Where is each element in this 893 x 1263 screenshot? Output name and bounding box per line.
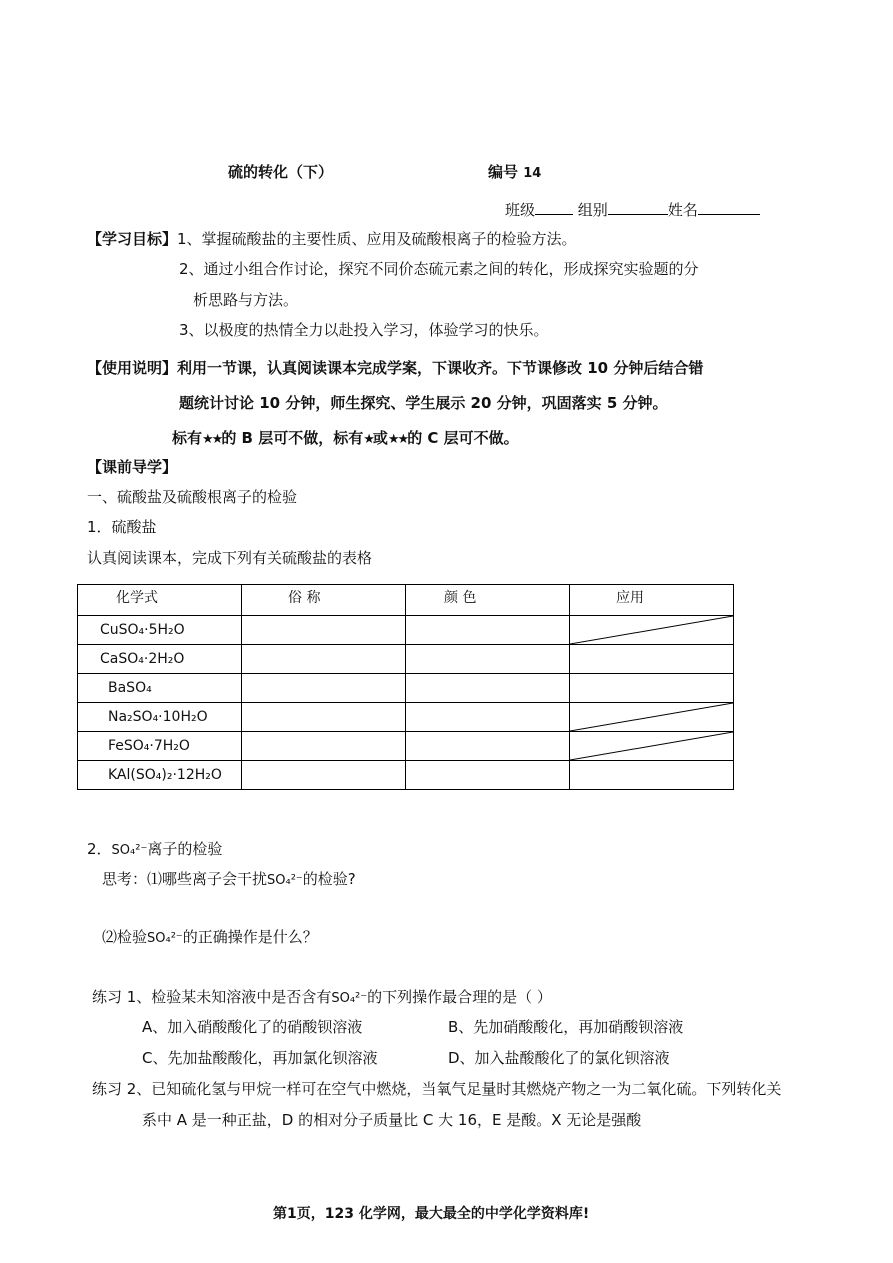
color-cell[interactable] xyxy=(406,732,570,761)
instructions-line1 xyxy=(87,357,703,378)
exercise-1-option-c[interactable]: C、先加盐酸酸化，再加氯化钡溶液 xyxy=(142,1049,378,1067)
common-name-cell[interactable] xyxy=(242,645,406,674)
objective-1: 1、掌握硫酸盐的主要性质、应用及硫酸根离子的检验方法。 xyxy=(177,230,577,248)
group-label: 组别 xyxy=(577,201,608,219)
group-blank[interactable] xyxy=(608,200,668,215)
think-question-2 xyxy=(102,926,318,947)
application-cell[interactable] xyxy=(570,645,734,674)
star-icon: ★★ xyxy=(202,432,222,447)
name-label: 姓名 xyxy=(667,201,698,219)
think-text-a: 思考：⑴哪些离子会干扰 xyxy=(102,870,268,888)
table-row xyxy=(78,616,734,645)
instructions-text-3a: 标有 xyxy=(172,429,203,447)
color-cell[interactable] xyxy=(406,616,570,645)
preview-heading: 【课前导学】 xyxy=(87,458,178,476)
subsection-1-title: 1．硫酸盐 xyxy=(87,518,157,536)
formula-cell: Na₂SO₄·10H₂O xyxy=(78,703,242,732)
table-header-cell: 颜 色 xyxy=(406,585,570,616)
table-header-cell: 化学式 xyxy=(78,585,242,616)
sulfate-ion: SO₄²⁻ xyxy=(331,991,368,1006)
table-header-cell: 应用 xyxy=(570,585,734,616)
sulfate-ion: SO₄²⁻ xyxy=(147,931,183,946)
common-name-cell[interactable] xyxy=(242,703,406,732)
student-info-line xyxy=(505,199,760,220)
objective-2-line1: 2、通过小组合作讨论，探究不同价态硫元素之间的转化，形成探究实验题的分 xyxy=(179,260,699,278)
instructions-text-3c: 或 xyxy=(372,429,388,447)
exercise-1-text-a: 练习 1、检验某未知溶液中是否含有 xyxy=(92,988,332,1006)
think-text-b: 的检验? xyxy=(302,870,356,888)
doc-number xyxy=(488,161,541,182)
application-cell[interactable] xyxy=(570,674,734,703)
diagonal-line xyxy=(570,732,733,760)
common-name-cell[interactable] xyxy=(242,674,406,703)
color-cell[interactable] xyxy=(406,703,570,732)
objective-2-line2: 析思路与方法。 xyxy=(193,291,299,309)
table-row xyxy=(78,732,734,761)
objective-3: 3、以极度的热情全力以赴投入学习，体验学习的快乐。 xyxy=(179,321,549,339)
subsection-1-desc: 认真阅读课本，完成下列有关硫酸盐的表格 xyxy=(87,549,373,567)
page-footer: 第1页，123 化学网，最大最全的中学化学资料库! xyxy=(273,1206,590,1222)
table-header-row xyxy=(78,585,734,616)
color-cell[interactable] xyxy=(406,761,570,790)
instructions-line2: 题统计讨论 10 分钟，师生探究、学生展示 20 分钟，巩固落实 5 分钟。 xyxy=(179,394,668,412)
q2-text-a: ⑵检验 xyxy=(102,928,148,946)
application-cell xyxy=(570,616,734,645)
subsection-2-text: 离子的检验 xyxy=(147,840,223,858)
section-1-title: 一、硫酸盐及硫酸根离子的检验 xyxy=(87,488,298,506)
color-cell[interactable] xyxy=(406,645,570,674)
table-header-cell: 俗 称 xyxy=(242,585,406,616)
application-cell xyxy=(570,703,734,732)
instructions-heading: 【使用说明】 xyxy=(87,359,178,377)
formula-cell: CuSO₄·5H₂O xyxy=(78,616,242,645)
class-blank[interactable] xyxy=(535,200,573,215)
page-title: 硫的转化（下） xyxy=(228,163,334,181)
number-label: 编号 xyxy=(488,163,519,181)
instructions-text-1: 利用一节课，认真阅读课本完成学案，下课收齐。下节课修改 10 分钟后结合错 xyxy=(177,359,704,377)
exercise-1-option-b[interactable]: B、先加硝酸酸化，再加硝酸钡溶液 xyxy=(448,1018,684,1036)
class-label: 班级 xyxy=(505,201,536,219)
application-cell[interactable] xyxy=(570,761,734,790)
table-row xyxy=(78,761,734,790)
exercise-2-line1: 练习 2、已知硫化氢与甲烷一样可在空气中燃烧，当氧气足量时其燃烧产物之一为二氧化硫。下列转化关 xyxy=(92,1080,782,1098)
name-blank[interactable] xyxy=(698,200,760,215)
sulfate-table xyxy=(77,584,734,790)
objectives-line1 xyxy=(87,228,577,249)
table-row xyxy=(78,645,734,674)
exercise-2-line2: 系中 A 是一种正盐，D 的相对分子质量比 C 大 16，E 是酸。X 无论是强酸 xyxy=(142,1111,642,1129)
subsection-2-number: 2． xyxy=(87,840,112,858)
sulfate-ion: SO₄²⁻ xyxy=(111,843,148,858)
instructions-text-3b: 的 B 层可不做，标有 xyxy=(221,429,364,447)
subsection-2-title xyxy=(87,838,222,859)
instructions-text-3d: 的 C 层可不做。 xyxy=(407,429,519,447)
think-question-1 xyxy=(102,868,356,889)
exercise-1-option-d[interactable]: D、加入盐酸酸化了的氯化钡溶液 xyxy=(448,1049,670,1067)
instructions-line3 xyxy=(172,427,519,448)
sulfate-ion: SO₄²⁻ xyxy=(267,873,303,888)
application-cell xyxy=(570,732,734,761)
number-value: 14 xyxy=(523,166,542,181)
common-name-cell[interactable] xyxy=(242,761,406,790)
diagonal-line xyxy=(570,616,733,644)
formula-cell: BaSO₄ xyxy=(78,674,242,703)
q2-text-b: 的正确操作是什么？ xyxy=(182,928,318,946)
common-name-cell[interactable] xyxy=(242,732,406,761)
formula-cell: CaSO₄·2H₂O xyxy=(78,645,242,674)
star-icon: ★★ xyxy=(387,432,408,447)
exercise-1-option-a[interactable]: A、加入硝酸酸化了的硝酸钡溶液 xyxy=(142,1018,363,1036)
exercise-1-question xyxy=(92,986,552,1007)
table-row xyxy=(78,674,734,703)
objectives-heading: 【学习目标】 xyxy=(87,230,178,248)
formula-cell: FeSO₄·7H₂O xyxy=(78,732,242,761)
diagonal-line xyxy=(570,703,733,731)
exercise-1-text-b: 的下列操作最合理的是（ ） xyxy=(367,988,552,1006)
formula-cell: KAl(SO₄)₂·12H₂O xyxy=(78,761,242,790)
table-row xyxy=(78,703,734,732)
common-name-cell[interactable] xyxy=(242,616,406,645)
color-cell[interactable] xyxy=(406,674,570,703)
star-icon: ★ xyxy=(363,432,373,447)
